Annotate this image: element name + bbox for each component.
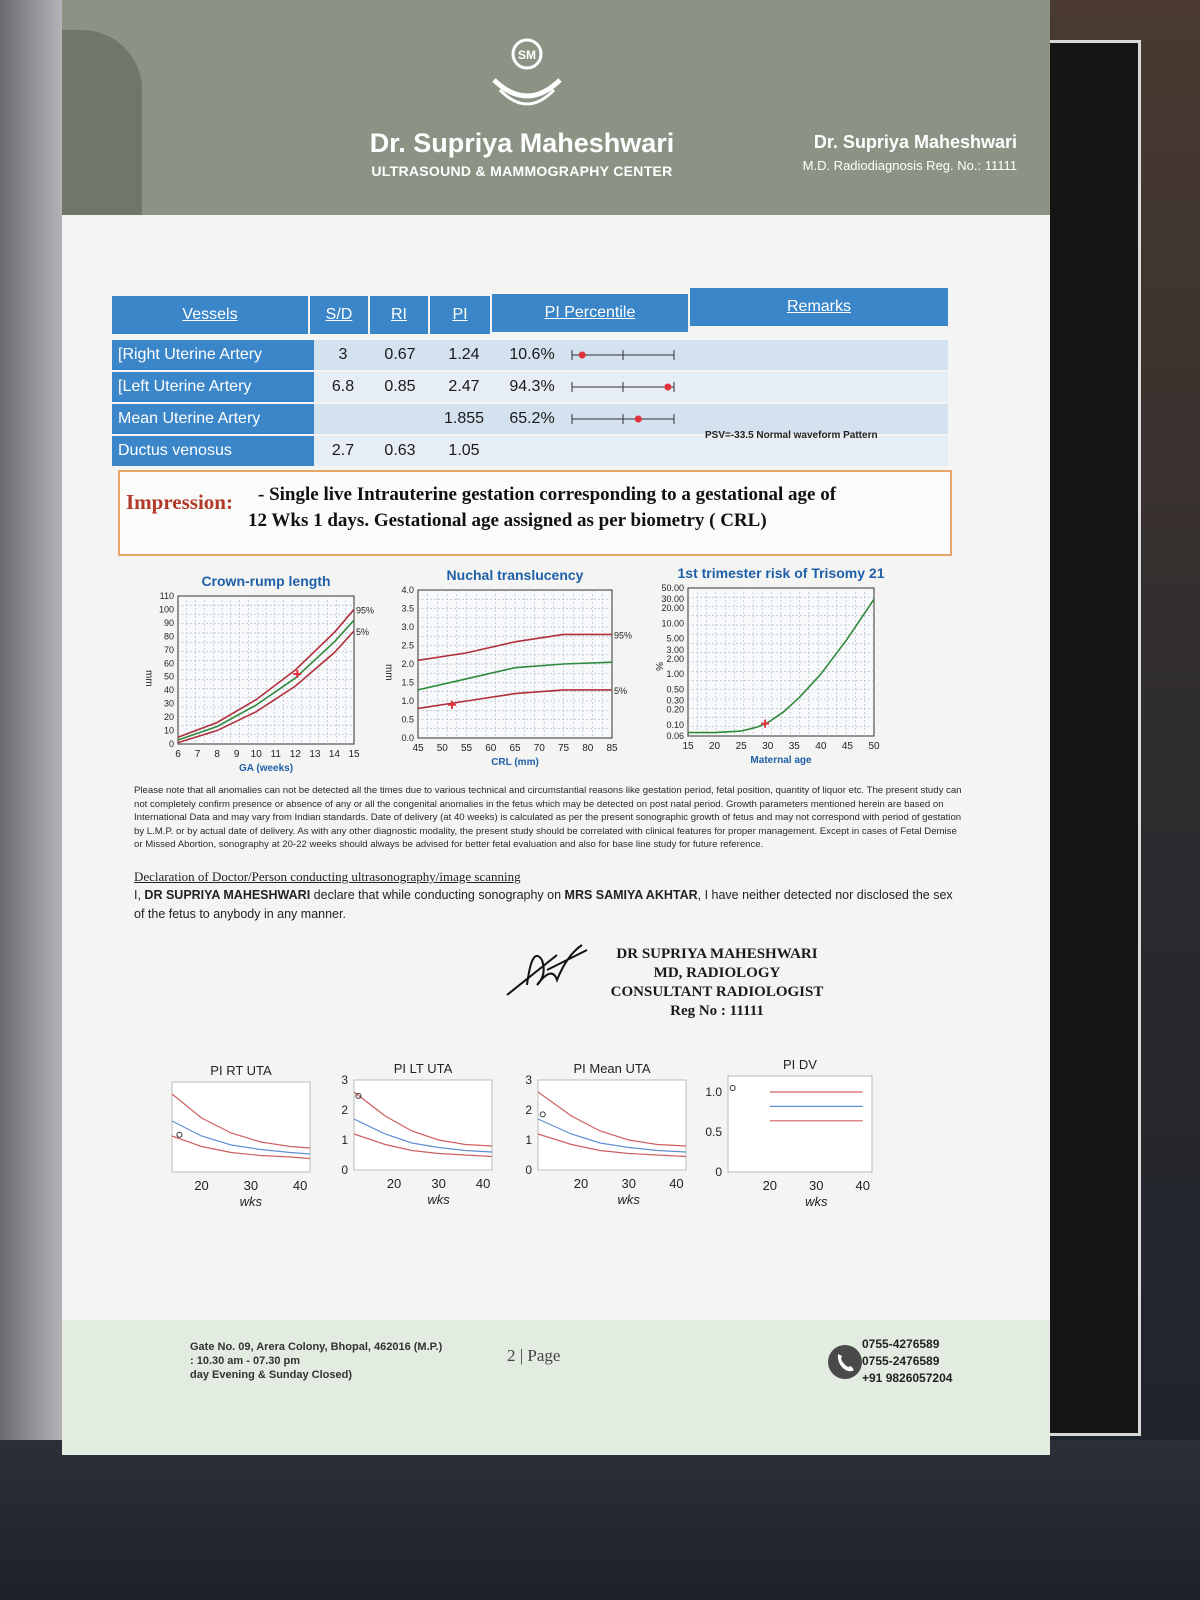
x-tick-label: 9 bbox=[233, 749, 240, 760]
y-tick-label: 50.00 bbox=[661, 583, 684, 593]
x-tick-label: 75 bbox=[557, 743, 570, 754]
series-line-1 bbox=[178, 620, 354, 740]
declaration-title: Declaration of Doctor/Person conducting ultrasonography/image scanning bbox=[134, 869, 521, 884]
doppler-y-tick: 2 bbox=[341, 1103, 348, 1117]
y-tick-label: 0.20 bbox=[666, 704, 684, 715]
impression-line-1: - Single live Intrauterine gestation corresponding to a gestational age of bbox=[258, 484, 837, 505]
doppler-x-tick: 40 bbox=[292, 1178, 308, 1193]
chart-frame bbox=[688, 588, 874, 736]
y-tick-label: 0.50 bbox=[666, 684, 684, 695]
x-tick-label: 45 bbox=[841, 741, 853, 752]
doppler-x-tick: 30 bbox=[809, 1178, 824, 1193]
y-tick-label: 50 bbox=[163, 671, 174, 682]
doppler-x-tick: 40 bbox=[855, 1178, 870, 1193]
clinic-logo bbox=[482, 32, 572, 112]
cell-pi: 1.855 bbox=[443, 410, 485, 427]
y-tick-label: 90 bbox=[163, 617, 174, 628]
y-tick-label: 2.0 bbox=[401, 659, 414, 669]
doppler-y-tick: 0 bbox=[715, 1165, 722, 1179]
data-marker bbox=[761, 720, 769, 728]
signature-block bbox=[582, 945, 852, 1021]
doppler-series-0 bbox=[538, 1092, 686, 1146]
doppler-xlabel: wks bbox=[805, 1194, 828, 1209]
vessel-row bbox=[112, 372, 954, 402]
logo-text: SM bbox=[518, 48, 536, 62]
doppler-title: PI RT UTA bbox=[210, 1063, 272, 1078]
doppler-y-tick: 3 bbox=[341, 1073, 348, 1087]
x-tick-label: 10 bbox=[250, 749, 262, 760]
doppler-series-1 bbox=[538, 1119, 686, 1152]
doppler-x-tick: 20 bbox=[386, 1176, 402, 1191]
doppler-y-tick: 0 bbox=[341, 1163, 348, 1177]
doppler-chart-0 bbox=[62, 0, 1050, 1455]
cell-pi: 1.24 bbox=[448, 346, 480, 363]
y-tick-label: 70 bbox=[163, 644, 174, 655]
y-tick-label: 0.10 bbox=[666, 719, 684, 730]
doppler-x-tick: 40 bbox=[669, 1176, 684, 1191]
doppler-title: PI Mean UTA bbox=[573, 1061, 651, 1076]
cell-sd: 2.7 bbox=[331, 442, 355, 459]
y-tick-label: 10 bbox=[163, 725, 174, 736]
x-tick-label: 11 bbox=[270, 749, 281, 760]
x-tick-label: 7 bbox=[194, 749, 201, 760]
doppler-marker bbox=[540, 1112, 545, 1117]
footer-phones bbox=[862, 1336, 952, 1387]
doppler-x-tick: 20 bbox=[194, 1178, 209, 1193]
y-tick-label: 110 bbox=[159, 591, 174, 601]
vessel-row bbox=[112, 340, 954, 370]
declaration-doctor: DR SUPRIYA MAHESHWARI bbox=[144, 888, 311, 902]
y-tick-label: 0.0 bbox=[401, 733, 414, 743]
doppler-x-tick: 20 bbox=[762, 1178, 778, 1193]
series-line-0 bbox=[418, 634, 612, 660]
doppler-frame bbox=[172, 1082, 310, 1172]
y-tick-label: 0.06 bbox=[666, 731, 684, 741]
series-line-1 bbox=[418, 662, 612, 690]
y-tick-label: 3.0 bbox=[401, 622, 414, 632]
phone-3: +91 9826057204 bbox=[862, 1371, 953, 1385]
header-pi-percentile: PI Percentile bbox=[492, 294, 688, 332]
impression-label: Impression: bbox=[126, 490, 233, 514]
cell-pi: 2.47 bbox=[448, 378, 480, 395]
chart-1 bbox=[62, 0, 1050, 1455]
y-tick-label: 0.30 bbox=[666, 695, 684, 706]
doppler-chart-3 bbox=[62, 0, 1050, 1455]
signature-degree: MD, RADIOLOGY bbox=[653, 965, 781, 981]
disclaimer-text: Please note that all anomalies can not be detected all the times due to various technical and circumstantial reasons like gestation period, fetal position, quantity of liquor etc. The present study can not completely confirm presence or absence of any or all the congenital anomalies in the fetus which may be detected on post natal period. Growth parameters mentioned herein are based on International Data and may vary from Indian standards. Date of delivery (at 40 weeks) is calculated as per the present sonographic growth of fetus and may not correspond with period of gestation by L.M.P. or by actual date of delivery. As with any other diagnostic modality, the present study should be correlated with clinical features for proper management. Except in cases of Fetal Demise or Missed Abortion, sonography at 20-22 weeks should always be advised for better fetal evaluation and also for base line study for future reference. bbox=[134, 785, 962, 850]
x-tick-label: 30 bbox=[762, 741, 774, 752]
doppler-y-tick: 3 bbox=[525, 1073, 532, 1087]
cell-sd: 3 bbox=[338, 346, 348, 363]
chart-frame bbox=[418, 590, 612, 738]
doctor-registration: M.D. Radiodiagnosis Reg. No.: 11111 bbox=[802, 158, 1017, 173]
x-tick-label: 80 bbox=[582, 743, 594, 754]
cell-ri: 0.85 bbox=[384, 378, 416, 395]
background-bottom bbox=[0, 1440, 1200, 1600]
doppler-series-1 bbox=[172, 1121, 310, 1154]
doppler-xlabel: wks bbox=[239, 1194, 263, 1209]
y-tick-label: 2.00 bbox=[666, 653, 684, 664]
phone-2: 0755-2476589 bbox=[862, 1354, 940, 1368]
vessel-name: Mean Uterine Artery bbox=[112, 404, 314, 434]
x-tick-label: 25 bbox=[735, 741, 747, 752]
cell-percentile: 10.6% bbox=[509, 346, 555, 363]
doppler-marker bbox=[177, 1132, 182, 1137]
y-tick-label: 1.5 bbox=[401, 677, 414, 688]
y-tick-label: 1.0 bbox=[401, 696, 414, 706]
footer-timing: : 10.30 am - 07.30 pm bbox=[190, 1355, 301, 1367]
x-tick-label: 8 bbox=[214, 749, 220, 760]
series-line-0 bbox=[688, 599, 874, 732]
y-tick-label: 0.5 bbox=[401, 714, 414, 725]
series-line-0 bbox=[178, 609, 354, 737]
vessel-name: Ductus venosus bbox=[112, 436, 314, 466]
doppler-frame bbox=[354, 1080, 492, 1170]
cell-ri: 0.63 bbox=[384, 442, 416, 459]
x-tick-label: 6 bbox=[175, 749, 181, 760]
phone-1: 0755-4276589 bbox=[862, 1337, 940, 1351]
chart-title: 1st trimester risk of Trisomy 21 bbox=[677, 565, 885, 581]
cell-ri bbox=[374, 404, 426, 434]
doppler-title: PI LT UTA bbox=[393, 1061, 453, 1076]
percentile-dot bbox=[664, 384, 671, 391]
declaration-pre: I, bbox=[134, 888, 145, 902]
cell-percentile bbox=[502, 436, 562, 466]
x-tick-label: 45 bbox=[412, 743, 424, 754]
doppler-y-tick: 1.0 bbox=[705, 1085, 722, 1099]
doppler-series-0 bbox=[354, 1092, 492, 1146]
series-label: 5% bbox=[356, 626, 370, 637]
doppler-x-tick: 40 bbox=[475, 1176, 491, 1191]
cell-sd bbox=[318, 404, 368, 434]
y-axis-label: mm bbox=[143, 670, 154, 687]
doppler-y-tick: 1 bbox=[341, 1133, 348, 1147]
doppler-marker bbox=[730, 1086, 735, 1091]
header-pi: PI bbox=[430, 296, 490, 334]
cell-ri: 0.67 bbox=[384, 346, 416, 363]
x-tick-label: 20 bbox=[709, 741, 721, 752]
doctor-name: Dr. Supriya Maheshwari bbox=[813, 132, 1017, 152]
doppler-marker bbox=[356, 1093, 361, 1098]
header-tab bbox=[62, 30, 142, 215]
cell-percentile: 94.3% bbox=[509, 378, 555, 395]
declaration-mid: declare that while conducting sonography on bbox=[310, 888, 565, 902]
percentile-dot bbox=[579, 352, 586, 359]
chart-title: Nuchal translucency bbox=[446, 567, 584, 583]
doppler-y-tick: 0 bbox=[525, 1163, 532, 1177]
y-tick-label: 60 bbox=[163, 658, 174, 669]
doppler-series-2 bbox=[538, 1134, 686, 1157]
y-tick-label: 10.00 bbox=[661, 618, 684, 629]
y-tick-label: 80 bbox=[163, 631, 174, 642]
phone-icon bbox=[828, 1345, 862, 1379]
x-tick-label: 50 bbox=[868, 741, 880, 752]
page-number: 2 | Page bbox=[507, 1346, 561, 1365]
x-tick-label: 13 bbox=[309, 749, 321, 760]
footer-address-block bbox=[190, 1340, 442, 1382]
data-marker bbox=[293, 670, 301, 678]
impression-line-2: 12 Wks 1 days. Gestational age assigned as per biometry ( CRL) bbox=[248, 510, 767, 531]
y-tick-label: 3.5 bbox=[401, 603, 414, 614]
header-ri: RI bbox=[370, 296, 428, 334]
x-tick-label: 85 bbox=[606, 743, 618, 754]
y-tick-label: 100 bbox=[158, 604, 174, 615]
doppler-chart-1 bbox=[62, 0, 1050, 1455]
report-page bbox=[62, 0, 1050, 1455]
signature-reg: Reg No : 11111 bbox=[670, 1003, 764, 1019]
y-tick-label: 1.00 bbox=[666, 669, 684, 680]
series-label: 5% bbox=[614, 685, 628, 696]
cell-pi: 1.05 bbox=[448, 442, 480, 459]
vessel-name: [Left Uterine Artery bbox=[112, 372, 314, 402]
y-tick-label: 30.00 bbox=[661, 594, 684, 605]
x-axis-label: CRL (mm) bbox=[491, 757, 539, 768]
impression-box bbox=[118, 470, 952, 556]
x-tick-label: 50 bbox=[436, 743, 448, 754]
clinic-subtitle: ULTRASOUND & MAMMOGRAPHY CENTER bbox=[371, 163, 673, 179]
data-marker bbox=[448, 701, 456, 709]
doppler-x-tick: 30 bbox=[243, 1178, 259, 1193]
y-tick-label: 30 bbox=[163, 698, 174, 709]
chart-title: Crown-rump length bbox=[201, 573, 331, 589]
doppler-x-tick: 30 bbox=[431, 1176, 446, 1191]
doppler-x-tick: 30 bbox=[621, 1176, 636, 1191]
doppler-series-0 bbox=[172, 1094, 310, 1148]
doppler-y-tick: 0.5 bbox=[705, 1125, 722, 1139]
doppler-frame bbox=[538, 1080, 686, 1170]
y-tick-label: 2.5 bbox=[401, 640, 414, 651]
y-tick-label: 20 bbox=[163, 712, 174, 723]
cell-percentile: 65.2% bbox=[509, 410, 555, 427]
x-tick-label: 14 bbox=[328, 749, 341, 760]
x-tick-label: 65 bbox=[509, 743, 521, 754]
chart-0 bbox=[62, 0, 1050, 1455]
signature-name: DR SUPRIYA MAHESHWARI bbox=[616, 946, 818, 962]
declaration-text bbox=[134, 886, 964, 924]
y-tick-label: 20.00 bbox=[661, 603, 684, 614]
clinic-name: Dr. Supriya Maheshwari bbox=[369, 128, 675, 158]
signature-title: CONSULTANT RADIOLOGIST bbox=[610, 984, 824, 1000]
declaration-post: , I have neither detected nor disclosed the sex of the fetus to anybody in any manner. bbox=[134, 888, 953, 921]
x-tick-label: 35 bbox=[788, 741, 800, 752]
doppler-y-tick: 2 bbox=[525, 1103, 532, 1117]
footer-address: Gate No. 09, Arera Colony, Bhopal, 462016 (M.P.) bbox=[190, 1341, 443, 1353]
doppler-series-1 bbox=[354, 1119, 492, 1152]
percentile-marker bbox=[568, 404, 678, 434]
y-tick-label: 0 bbox=[168, 739, 174, 749]
vessel-name: [Right Uterine Artery bbox=[112, 340, 314, 370]
percentile-marker bbox=[568, 372, 678, 402]
x-axis-label: Maternal age bbox=[750, 755, 812, 766]
chart-frame bbox=[178, 596, 354, 744]
remark-text: PSV=-33.5 Normal waveform Pattern bbox=[705, 430, 878, 441]
report-header bbox=[62, 0, 1050, 215]
doppler-series-2 bbox=[172, 1136, 310, 1159]
x-tick-label: 40 bbox=[815, 741, 827, 752]
series-line-2 bbox=[418, 690, 612, 709]
cell-sd: 6.8 bbox=[331, 378, 355, 395]
x-tick-label: 12 bbox=[289, 749, 301, 760]
x-tick-label: 15 bbox=[682, 741, 694, 752]
x-tick-label: 55 bbox=[460, 743, 473, 754]
doppler-xlabel: wks bbox=[617, 1192, 640, 1207]
x-tick-label: 70 bbox=[533, 743, 545, 754]
y-tick-label: 4.0 bbox=[401, 585, 414, 595]
series-label: 95% bbox=[356, 605, 375, 616]
percentile-marker bbox=[568, 340, 678, 370]
series-label: 95% bbox=[614, 630, 633, 641]
doppler-x-tick: 20 bbox=[573, 1176, 589, 1191]
doppler-y-tick: 1 bbox=[525, 1133, 532, 1147]
y-tick-label: 5.00 bbox=[666, 633, 684, 644]
y-axis-label: mm bbox=[383, 664, 394, 681]
y-tick-label: 3.00 bbox=[666, 644, 684, 655]
percentile-dot bbox=[635, 416, 642, 423]
x-axis-label: GA (weeks) bbox=[238, 763, 294, 774]
chart-2 bbox=[62, 0, 1050, 1455]
declaration-patient: MRS SAMIYA AKHTAR bbox=[564, 888, 698, 902]
series-line-2 bbox=[178, 631, 354, 743]
y-axis-label: % bbox=[653, 662, 664, 671]
doppler-chart-2 bbox=[62, 0, 1050, 1455]
doppler-series-2 bbox=[354, 1134, 492, 1157]
y-tick-label: 40 bbox=[163, 685, 174, 696]
doppler-xlabel: wks bbox=[427, 1192, 450, 1207]
x-tick-label: 15 bbox=[348, 749, 360, 760]
header-sd: S/D bbox=[310, 296, 368, 334]
header-vessels: Vessels bbox=[112, 296, 308, 334]
doppler-frame bbox=[728, 1076, 872, 1172]
header-remarks: Remarks bbox=[690, 288, 948, 326]
x-tick-label: 60 bbox=[485, 743, 497, 754]
doppler-title: PI DV bbox=[783, 1057, 817, 1072]
footer-closed: day Evening & Sunday Closed) bbox=[190, 1369, 352, 1381]
